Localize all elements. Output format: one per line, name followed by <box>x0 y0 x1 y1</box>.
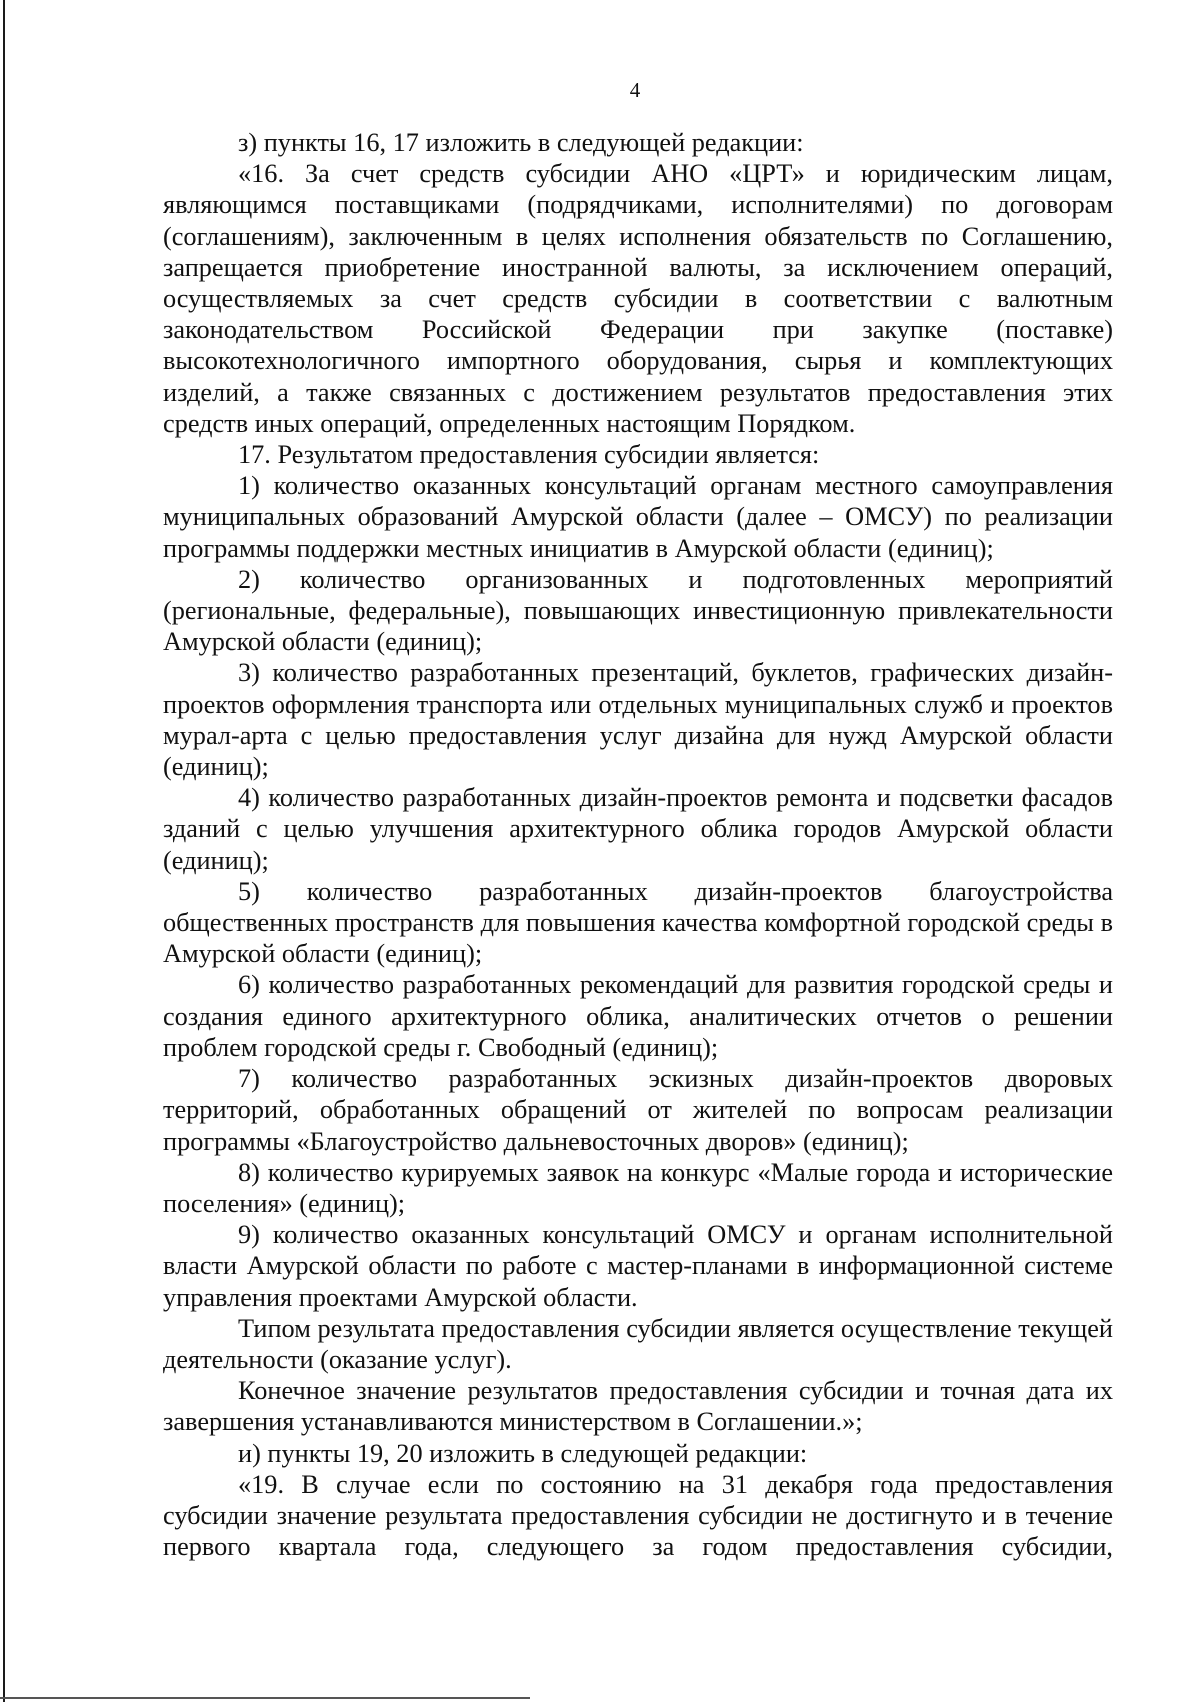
scan-edge-left <box>3 0 5 1702</box>
paragraph-result-4: 4) количество разработанных дизайн-проектов ремонта и подсветки фасадов зданий с целью улучшения архитектурного облика городов Амурской области (единиц); <box>163 783 1113 875</box>
paragraph-result-6: 6) количество разработанных рекомендаций для развития городской среды и создания единого архитектурного облика, аналитических отчетов о решении проблем городской среды г. Свободный (единиц); <box>163 970 1113 1062</box>
paragraph-result-type: Типом результата предоставления субсидии является осуществление текущей деятельности (оказание услуг). <box>163 1313 1113 1374</box>
paragraph-final-value: Конечное значение результатов предоставления субсидии и точная дата их завершения устанавливаются министерством в Соглашении.»; <box>163 1376 1113 1437</box>
paragraph-point-16: «16. За счет средств субсидии АНО «ЦРТ» и юридическим лицам, являющимся поставщиками (подрядчиками, исполнителями) по договорам (соглашениям), заключенным в целях исполнения обязательств по Соглашению, запрещается приобретение иностранной валюты, за исключением операций, осуществляемых за счет средств субсидии в соответствии с валютным законодательством Российской Федерации при закупке (поставке) высокотехнологичного импортного оборудования, сырья и комплектующих изделий, а также связанных с достижением результатов предоставления этих средств иных операций, определенных настоящим Порядком. <box>163 159 1113 438</box>
paragraph-result-1: 1) количество оказанных консультаций органам местного самоуправления муниципальных образований Амурской области (далее – ОМСУ) по реализации программы поддержки местных инициатив в Амурской области (единиц); <box>163 471 1113 563</box>
page-number: 4 <box>629 78 641 102</box>
scan-edge-bottom <box>0 1697 530 1699</box>
paragraph-result-3: 3) количество разработанных презентаций, буклетов, графических дизайн-проектов оформления транспорта или отдельных муниципальных служб и проектов мурал-арта с целью предоставления услуг дизайна для нужд Амурской области (единиц); <box>163 658 1113 782</box>
paragraph-item-z: з) пункты 16, 17 изложить в следующей редакции: <box>238 128 804 157</box>
paragraph-result-2: 2) количество организованных и подготовленных мероприятий (региональные, федеральные), повышающих инвестиционную привлекательности Амурской области (единиц); <box>163 564 1113 657</box>
paragraph-result-8: 8) количество курируемых заявок на конкурс «Малые города и исторические поселения» (единиц); <box>163 1157 1113 1218</box>
document-body <box>163 127 1113 1562</box>
paragraph-result-7: 7) количество разработанных эскизных дизайн-проектов дворовых территорий, обработанных обращений от жителей по вопросам реализации программы «Благоустройство дальневосточных дворов» (единиц); <box>163 1064 1113 1156</box>
paragraph-result-5: 5) количество разработанных дизайн-проектов благоустройства общественных пространств для повышения качества комфортной городской среды в Амурской области (единиц); <box>163 876 1113 969</box>
paragraph-point-19: «19. В случае если по состоянию на 31 декабря года предоставления субсидии значение результата предоставления субсидии не достигнуто и в течение первого квартала года, следующего за годом предоставления субсидии, <box>163 1469 1113 1562</box>
paragraph-result-9: 9) количество оказанных консультаций ОМСУ и органам исполнительной власти Амурской области по работе с мастер-планами в информационной системе управления проектами Амурской области. <box>163 1220 1113 1312</box>
paragraph-point-17: 17. Результатом предоставления субсидии является: <box>238 440 820 470</box>
paragraph-item-i: и) пункты 19, 20 изложить в следующей редакции: <box>238 1438 808 1468</box>
